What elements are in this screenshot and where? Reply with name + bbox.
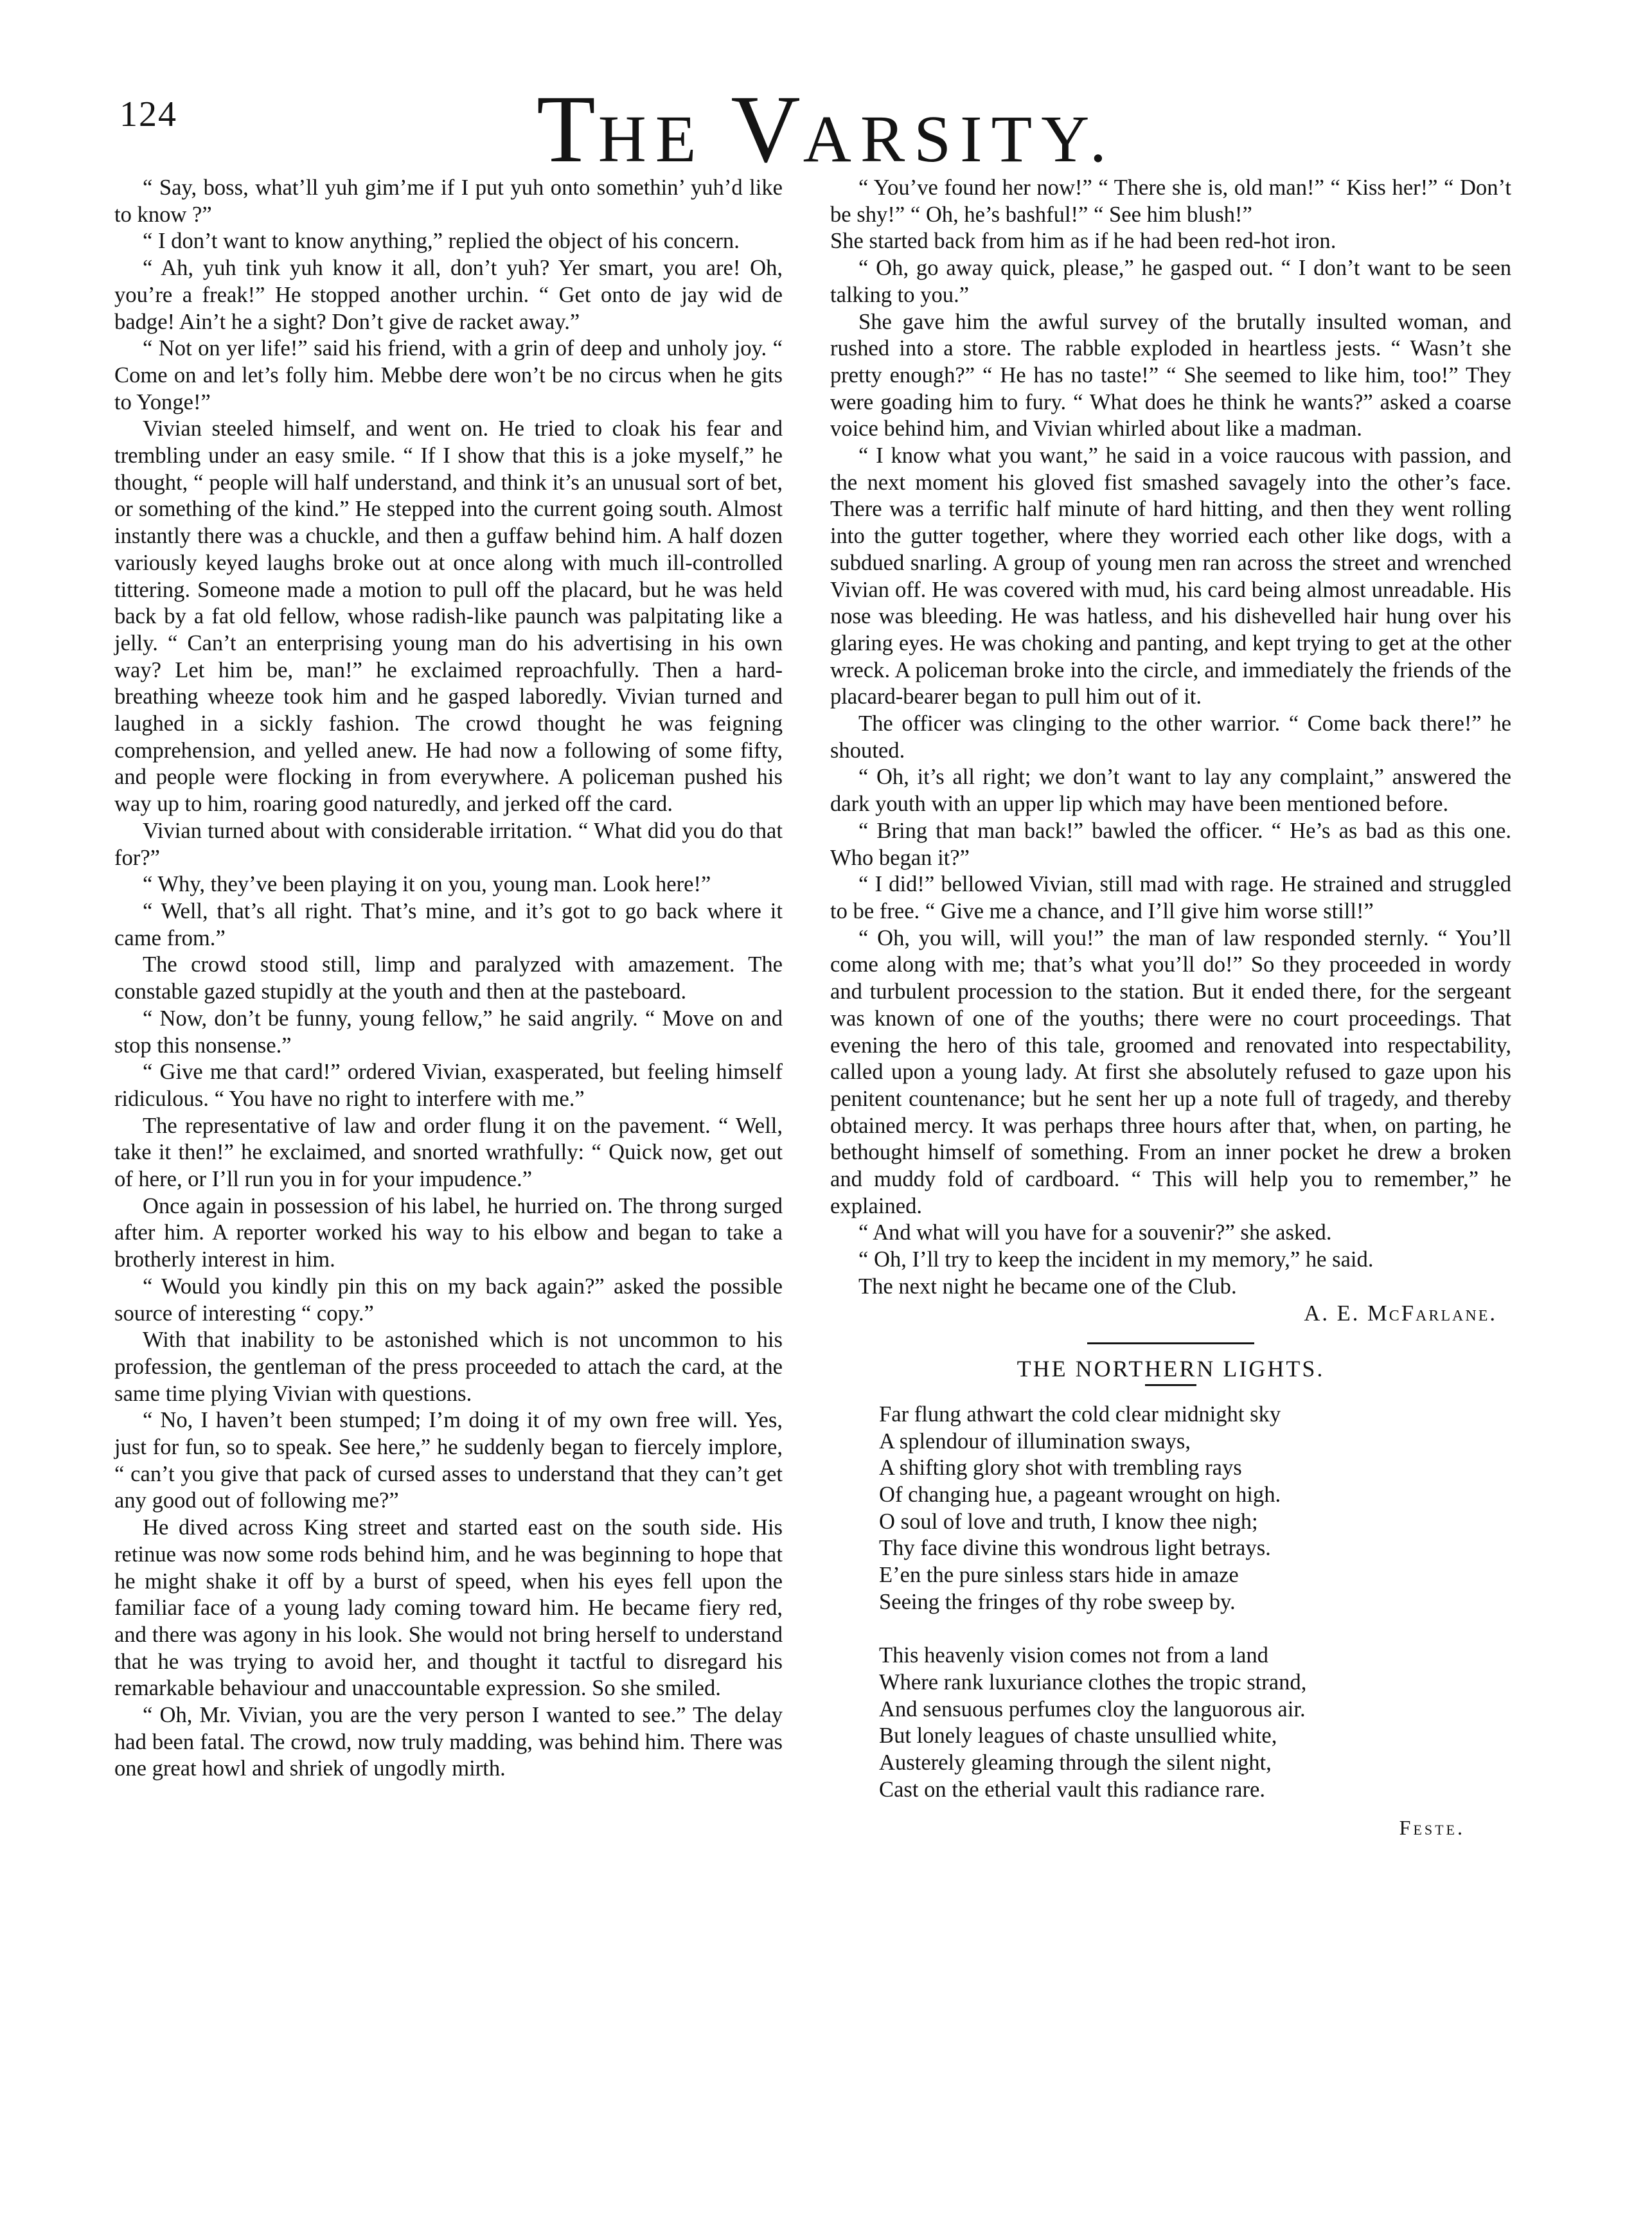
paragraph: “ Now, don’t be funny, young fellow,” he said angrily. “ Move on and stop this nonsense.” — [114, 1006, 783, 1058]
paragraph: “ You’ve found her now!” “ There she is, old man!” “ Kiss her!” “ Don’t be shy!” “ Oh, he’s bashful!” “ See him blush!” — [830, 175, 1511, 227]
paragraph: The officer was clinging to the other warrior. “ Come back there!” he shouted. — [830, 711, 1511, 763]
poem-author-signature: Feste. — [1399, 1816, 1465, 1840]
paragraph: “ Oh, I’ll try to keep the incident in my memory,” he said. — [858, 1247, 1374, 1272]
paragraph: The representative of law and order flung it on the pavement. “ Well, take it then!” he exclaimed, and snorted wrathfully: “ Quick now, get out of here, or I’ll run you in for your impudence.” — [114, 1113, 783, 1192]
paragraph: Vivian steeled himself, and went on. He tried to cloak his fear and trembling under an easy smile. “ If I show that this is a joke myself,” he thought, “ people will half understand, and think it’s an unusual sort of bet, or something of the kind.” He stepped into the current going south. Almost instantly there was a chuckle, and then a guffaw behind him. A half dozen variously keyed laughs broke out at once along with much ill-controlled tittering. Someone made a motion to pull off the placard, but he was held back by a fat old fellow, whose radish-like paunch was palpitating like a jelly. “ Can’t an enterprising young man do his advertising in his own way? Let him be, man!” he exclaimed reproachfully. Then a hard-breathing wheeze took him and he gasped laboredly. Vivian turned and laughed in a sickly fashion. The crowd thought he was feigning comprehension, and yelled anew. He had now a following of some fifty, and people were flocking in from everywhere. A policeman pushed his way up to him, roaring good naturedly, and jerked off the card. — [114, 416, 783, 817]
masthead-part-2: ARSITY. — [803, 102, 1115, 176]
paragraph: “ Why, they’ve been playing it on you, young man. Look here!” — [143, 872, 711, 897]
paragraph: She gave him the awful survey of the brutally insulted woman, and rushed into a store. The rabble exploded in heartless jests. “ Wasn’t she pretty enough?” “ He has no taste!” “ She seemed to like him, too!” They were goading him to fury. “ What does he think he wants?” asked a coarse voice behind him, and Vivian whirled about like a madman. — [830, 309, 1511, 441]
page-number: 124 — [120, 94, 177, 134]
poem-line: A splendour of illumination sways, — [879, 1428, 1191, 1454]
poem-line: Of changing hue, a pageant wrought on high. — [879, 1482, 1281, 1508]
masthead-part-1: HE — [598, 102, 731, 176]
masthead-title — [0, 76, 1652, 182]
poem-line: Thy face divine this wondrous light betrays. — [879, 1536, 1271, 1561]
paragraph: The crowd stood still, limp and paralyzed with amazement. The constable gazed stupidly at the youth and then at the pasteboard. — [114, 952, 783, 1004]
paragraph: The next night he became one of the Club. — [858, 1274, 1237, 1299]
story-author-signature: A. E. McFarlane. — [1304, 1301, 1497, 1326]
poem-line: Where rank luxuriance clothes the tropic strand, — [879, 1669, 1307, 1695]
poem-line: A shifting glory shot with trembling rays — [879, 1455, 1242, 1481]
poem-line: And sensuous perfumes cloy the languorous air. — [879, 1696, 1306, 1721]
paragraph: “ Give me that card!” ordered Vivian, exasperated, but feeling himself ridiculous. “ You have no right to interfere with me.” — [114, 1060, 783, 1111]
poem-line: Seeing the fringes of thy robe sweep by. — [879, 1589, 1236, 1614]
paragraph: “ I did!” bellowed Vivian, still mad with rage. He strained and struggled to be free. “ Give me a chance, and I’ll give him worse still!” — [830, 872, 1511, 923]
paragraph: “ I know what you want,” he said in a voice raucous with passion, and the next moment his gloved fist smashed savagely into the other’s face. There was a terrific half minute of hard hitting, and then they went rolling into the gutter together, where they worried each other like dogs, with a subdued snarling. A group of young men ran across the street and wrenched Vivian off. He was covered with mud, his card being almost unreadable. His nose was bleeding. He was hatless, and his dishevelled hair hung over his glaring eyes. He was choking and panting, and kept trying to get at the other wreck. A policeman broke into the circle, and immediately the friends of the placard-bearer began to pull him out of it. — [830, 443, 1511, 709]
title-underline — [1145, 1384, 1196, 1386]
paragraph: She started back from him as if he had been red-hot iron. — [830, 229, 1337, 254]
poem-line: This heavenly vision comes not from a land — [879, 1643, 1268, 1668]
paragraph: Once again in possession of his label, he hurried on. The throng surged after him. A reporter worked his way to his elbow and began to take a brotherly interest in him. — [114, 1193, 783, 1272]
paragraph: “ Ah, yuh tink yuh know it all, don’t yuh? Yer smart, you are! Oh, you’re a freak!” He stopped another urchin. “ Get onto de jay wid de badge! Ain’t he a sight? Don’t give de racket away.” — [114, 256, 783, 334]
paragraph: “ Oh, you will, will you!” the man of law responded sternly. “ You’ll come along with me; that’s what you’ll do!” So they proceeded in wordy and turbulent procession to the station. But it ended there, for the sergeant was known of one of the youths; there were no court proceedings. That evening the hero of this tale, groomed and renovated into respectability, called upon a young lady. At first she absolutely refused to gaze upon his penitent countenance; but he sent her up a note full of tragedy, and thereby obtained mercy. It was perhaps three hours after that, when, on parting, he bethought himself of something. From an inner pocket he drew a broken and muddy fold of cardboard. “ This will help you to remember,” he explained. — [830, 925, 1511, 1218]
paragraph: He dived across King street and started east on the south side. His retinue was now some rods behind him, and he was beginning to hope that he might shake it off by a burst of speed, when his eyes fell upon the familiar face of a young lady coming toward him. He became fiery red, and there was agony in his look. She would not bring herself to understand that he was trying to avoid her, and thought it tactful to disregard his remarkable behaviour and unaccountable expression. So she smiled. — [114, 1515, 783, 1701]
masthead-initial-v: V — [731, 76, 803, 182]
poem-line: E’en the pure sinless stars hide in amaze — [879, 1563, 1239, 1588]
right-column — [830, 175, 1511, 1842]
paragraph: “ And what will you have for a souvenir?” she asked. — [858, 1220, 1332, 1245]
paragraph: “ Oh, Mr. Vivian, you are the very person I wanted to see.” The delay had been fatal. The crowd, now truly madding, was behind him. There was one great howl and shriek of ungodly mirth. — [114, 1703, 783, 1781]
section-divider — [1087, 1342, 1254, 1344]
poem-line: Far flung athwart the cold clear midnight sky — [879, 1401, 1281, 1427]
paragraph: “ Oh, go away quick, please,” he gasped out. “ I don’t want to be seen talking to you.” — [830, 256, 1511, 307]
paragraph: “ I don’t want to know anything,” replied the object of his concern. — [143, 229, 740, 254]
paragraph: “ No, I haven’t been stumped; I’m doing it of my own free will. Yes, just for fun, so to speak. See here,” he suddenly began to fiercely implore, “ can’t you give that pack of cursed asses to understand that they can’t get any good out of following me?” — [114, 1408, 783, 1513]
poem-line: Cast on the etherial vault this radiance rare. — [879, 1777, 1266, 1802]
paragraph: “ Oh, it’s all right; we don’t want to lay any complaint,” answered the dark youth with an upper lip which may have been mentioned before. — [830, 765, 1511, 817]
masthead-initial-t: T — [537, 76, 598, 182]
paragraph: Vivian turned about with considerable irritation. “ What did you do that for?” — [114, 818, 783, 870]
paragraph: “ Say, boss, what’ll yuh gim’me if I put yuh onto somethin’ yuh’d like to know ?” — [114, 175, 783, 227]
poem-line: O soul of love and truth, I know thee nigh; — [879, 1509, 1258, 1534]
left-column — [114, 175, 783, 1783]
poem-title: THE NORTHERN LIGHTS. — [1017, 1356, 1325, 1382]
paragraph: “ Well, that’s all right. That’s mine, and it’s got to go back where it came from.” — [114, 898, 783, 950]
poem-body — [830, 1401, 1511, 1804]
paragraph: “ Bring that man back!” bawled the officer. “ He’s as bad as this one. Who began it?” — [830, 818, 1511, 870]
paragraph: With that inability to be astonished which is not uncommon to his profession, the gentleman of the press proceeded to attach the card, at the same time plying Vivian with questions. — [114, 1328, 783, 1406]
paragraph: “ Not on yer life!” said his friend, with a grin of deep and unholy joy. “ Come on and let’s folly him. Mebbe dere won’t be no circus when he gits to Yonge!” — [114, 336, 783, 414]
stanza-break — [879, 1616, 1511, 1643]
poem-line: Austerely gleaming through the silent night, — [879, 1750, 1272, 1775]
poem-line: But lonely leagues of chaste unsullied white, — [879, 1723, 1277, 1748]
paragraph: “ Would you kindly pin this on my back again?” asked the possible source of interesting “ copy.” — [114, 1274, 783, 1326]
